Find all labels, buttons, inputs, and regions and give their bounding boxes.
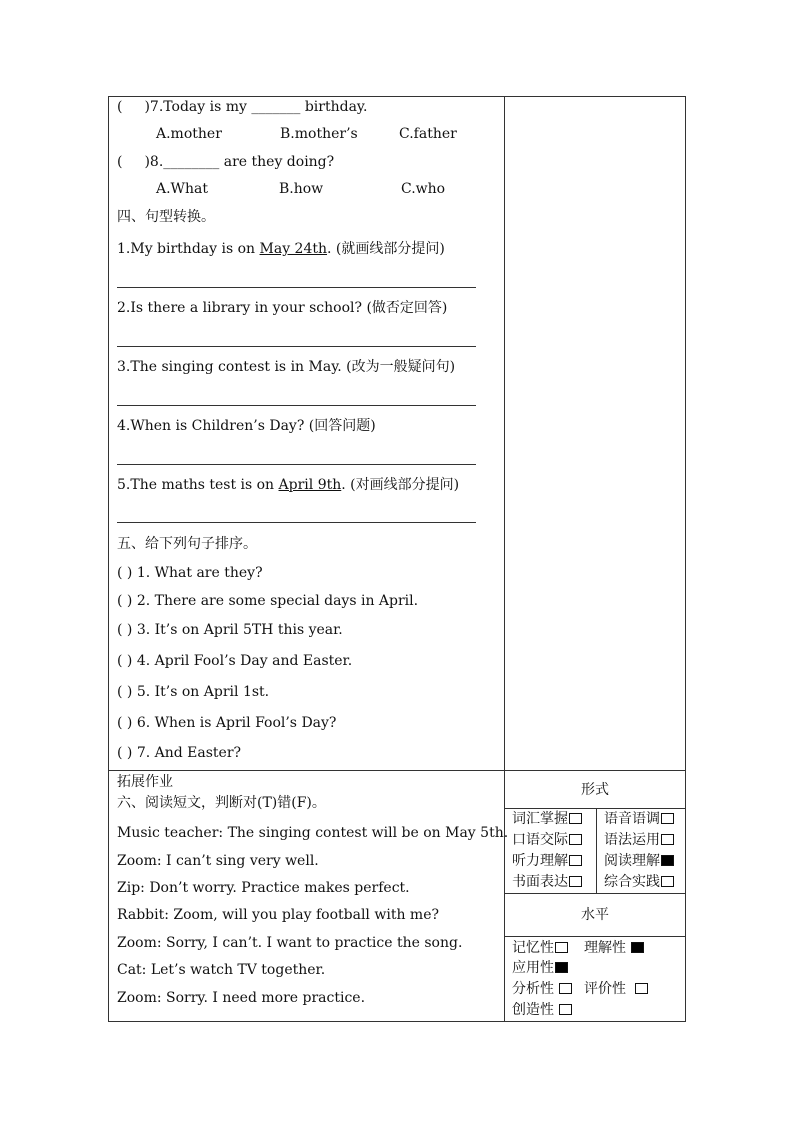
form-grid-divider	[596, 808, 597, 893]
dialogue-line: Cat: Let’s watch TV together.	[117, 962, 326, 978]
checkbox-icon[interactable]	[559, 983, 572, 994]
level-item: 理解性	[584, 939, 644, 957]
form-item: 语音语调	[604, 810, 674, 828]
s5-item: ( ) 2. There are some special days in April.	[117, 593, 419, 609]
column-divider	[504, 96, 505, 1022]
s5-item: ( ) 6. When is April Fool’s Day?	[117, 715, 337, 731]
dialogue-line: Zoom: Sorry, I can’t. I want to practice the song.	[117, 935, 463, 951]
section6-title: 六、阅读短文，判断对(T)错(F)。	[117, 795, 326, 811]
checkbox-icon[interactable]	[569, 813, 582, 824]
form-item: 口语交际	[512, 831, 582, 849]
level-item: 创造性	[512, 1001, 572, 1019]
form-heading: 形式	[581, 782, 609, 798]
s4-item-5: 5.The maths test is on April 9th. (对画线部分提问)	[117, 477, 460, 493]
s5-item: ( ) 7. And Easter?	[117, 745, 242, 761]
q7-option-c: C.father	[399, 126, 457, 142]
checkbox-icon[interactable]	[569, 876, 582, 887]
dialogue-line: Zoom: I can’t sing very well.	[117, 853, 319, 869]
answer-line-1[interactable]	[117, 287, 476, 288]
level-heading: 水平	[581, 907, 609, 923]
checkbox-icon[interactable]	[635, 983, 648, 994]
q7-option-a: A.mother	[156, 126, 222, 142]
form-item: 听力理解	[512, 852, 582, 870]
q7-option-b: B.mother’s	[280, 126, 358, 142]
q7-text: ( )7.Today is my _______ birthday.	[117, 99, 368, 115]
level-item: 记忆性	[512, 939, 568, 957]
s5-item: ( ) 5. It’s on April 1st.	[117, 684, 270, 700]
row-divider	[108, 770, 686, 771]
dialogue-line: Music teacher: The singing contest will be on May 5th.	[117, 825, 509, 841]
extension-title: 拓展作业	[117, 774, 173, 790]
level-item: 评价性	[584, 980, 648, 998]
form-item: 书面表达	[512, 873, 582, 891]
dialogue-line: Zoom: Sorry. I need more practice.	[117, 990, 366, 1006]
answer-line-4[interactable]	[117, 464, 476, 465]
section5-title: 五、给下列句子排序。	[117, 536, 257, 552]
checkbox-icon[interactable]	[569, 855, 582, 866]
form-item: 语法运用	[604, 831, 674, 849]
dialogue-line: Rabbit: Zoom, will you play football with me?	[117, 907, 439, 923]
checkbox-checked-icon[interactable]	[555, 962, 568, 973]
section4-title: 四、句型转换。	[117, 209, 215, 225]
answer-line-3[interactable]	[117, 405, 476, 406]
checkbox-checked-icon[interactable]	[661, 855, 674, 866]
dialogue-line: Zip: Don’t worry. Practice makes perfect.	[117, 880, 410, 896]
answer-line-5[interactable]	[117, 522, 476, 523]
side-divider-form-bottom	[504, 893, 686, 894]
s4-item-2: 2.Is there a library in your school? (做否定回答)	[117, 300, 448, 316]
form-item: 阅读理解	[604, 852, 674, 870]
checkbox-checked-icon[interactable]	[631, 942, 644, 953]
q8-option-a: A.What	[156, 181, 208, 197]
level-item: 应用性	[512, 959, 568, 977]
side-divider-form	[504, 808, 686, 809]
s5-item: ( ) 1. What are they?	[117, 565, 263, 581]
s4-item-4: 4.When is Children’s Day? (回答问题)	[117, 418, 376, 434]
q8-option-c: C.who	[401, 181, 446, 197]
q8-option-b: B.how	[279, 181, 324, 197]
checkbox-icon[interactable]	[661, 813, 674, 824]
level-item: 分析性	[512, 980, 572, 998]
s4-item-3: 3.The singing contest is in May. (改为一般疑问句)	[117, 359, 456, 375]
checkbox-icon[interactable]	[661, 876, 674, 887]
s4-item-1: 1.My birthday is on May 24th. (就画线部分提问)	[117, 241, 445, 257]
form-item: 词汇掌握	[512, 810, 582, 828]
s5-item: ( ) 3. It’s on April 5TH this year.	[117, 622, 343, 638]
form-item: 综合实践	[604, 873, 674, 891]
answer-line-2[interactable]	[117, 346, 476, 347]
checkbox-icon[interactable]	[555, 942, 568, 953]
side-divider-level	[504, 936, 686, 937]
s5-item: ( ) 4. April Fool’s Day and Easter.	[117, 653, 353, 669]
checkbox-icon[interactable]	[661, 834, 674, 845]
checkbox-icon[interactable]	[559, 1004, 572, 1015]
checkbox-icon[interactable]	[569, 834, 582, 845]
q8-text: ( )8.________ are they doing?	[117, 154, 335, 170]
